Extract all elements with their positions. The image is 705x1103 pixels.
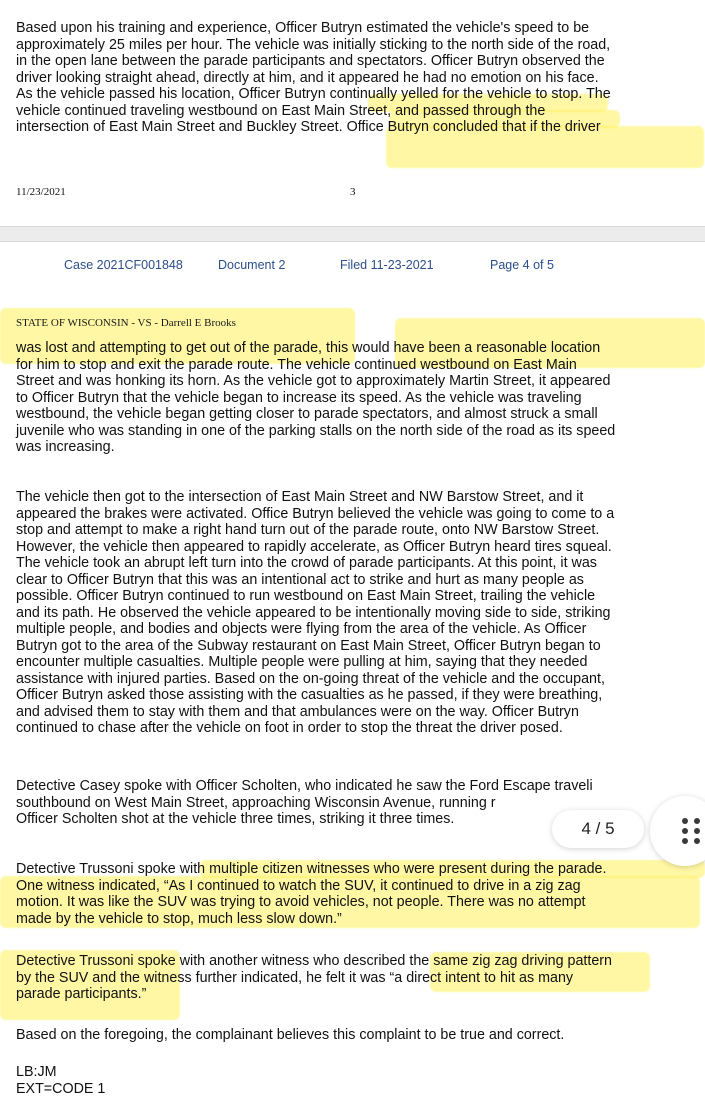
page-indicator: 4 / 5	[552, 810, 644, 848]
footer-page-number: 3	[350, 186, 356, 198]
signature-codes: LB:JM EXT=CODE 1	[16, 1064, 106, 1097]
page3-paragraph: Based upon his training and experience, Officer Butryn estimated the vehicle's speed to be approximately 25 miles per hour. The vehicle was initially sticking to the north side of the road, in the open lane between the parade participants and spectators. Officer Butryn observed the driver looking straight ahead, directly at him, and it appeared he had no emotion on his face. As the vehicle passed his location, Officer Butryn continually yelled for the vehicle to stop. The vehicle continued traveling westbound on East Main Street, and passed through the intersection of East Main Street and Buckley Street. Office Butryn concluded that if the driver	[16, 20, 611, 135]
body-paragraph: was lost and attempting to get out of the parade, this would have been a reasonable location for him to stop and exit the parade route. The vehicle continued westbound on East Main Street and was honking its horn. As the vehicle got to approximately Martin Street, it appeared to Officer Butryn that the vehicle began to increase its speed. As the vehicle was traveling westbound, the vehicle began getting closer to parade spectators, and almost struck a small juvenile who was standing in one of the parking stalls on the north side of the road as its speed was increasing.	[16, 340, 616, 455]
case-caption: STATE OF WISCONSIN - VS - Darrell E Brooks	[16, 317, 236, 329]
body-paragraph: Based on the foregoing, the complainant believes this complaint to be true and correct.	[16, 1027, 565, 1043]
page-separator	[0, 226, 705, 242]
case-number: Case 2021CF001848	[64, 258, 183, 272]
viewer-menu-button[interactable]	[650, 796, 705, 866]
body-paragraph: Detective Trussoni spoke with another witness who described the same zig zag driving pattern by the SUV and the witness further indicated, he felt it was “a direct intent to hit as many parade participants.”	[16, 953, 613, 1002]
filed-date: Filed 11-23-2021	[340, 258, 434, 272]
body-paragraph: Detective Trussoni spoke with multiple citizen witnesses who were present during the parade. One witness indicated, “As I continued to watch the SUV, it continued to drive in a zig zag motion. It was like the SUV was trying to avoid vehicles, not people. There was no attempt made by the vehicle to stop, much less slow down.”	[16, 861, 607, 927]
grip-dots-icon	[650, 796, 705, 866]
footer-date: 11/23/2021	[16, 186, 66, 198]
body-paragraph: The vehicle then got to the intersection of East Main Street and NW Barstow Street, and it appeared the brakes were activated. Office Butryn believed the vehicle was going to come to a stop and attempt to make a right hand turn out of the parade route, onto NW Barstow Street. However, the vehicle then appeared to rapidly accelerate, as Officer Butryn heard tires squeal. The vehicle took an abrupt left turn into the crowd of parade participants. At this point, it was clear to Officer Butryn that this was an intentional act to strike and hurt as many people as possible. Officer Butryn continued to run westbound on East Main Street, trailing the vehicle and its path. He observed the vehicle appeared to be intentionally moving side to side, striking multiple people, and bodies and objects were flying from the area of the vehicle. As Officer Butryn got to the area of the Subway restaurant on East Main Street, Officer Butryn began to encounter multiple casualties. Multiple people were pulling at him, saying that they needed assistance with injured parties. Based on the on-going threat of the vehicle and the occupant, Officer Butryn asked those assisting with the casualties as he passed, if they were breathing, and advised them to stay with them and that ambulances were on the way. Officer Butryn continued to chase after the vehicle on foot in order to stop the threat the driver posed.	[16, 489, 615, 736]
page-count: Page 4 of 5	[490, 258, 554, 272]
body-paragraph: Detective Casey spoke with Officer Scholten, who indicated he saw the Ford Escape traveli southbound on West Main Street, approaching Wisconsin Avenue, running r Officer Scholten shot at the vehicle three times, striking it three times.	[16, 778, 593, 827]
document-number: Document 2	[218, 258, 286, 272]
